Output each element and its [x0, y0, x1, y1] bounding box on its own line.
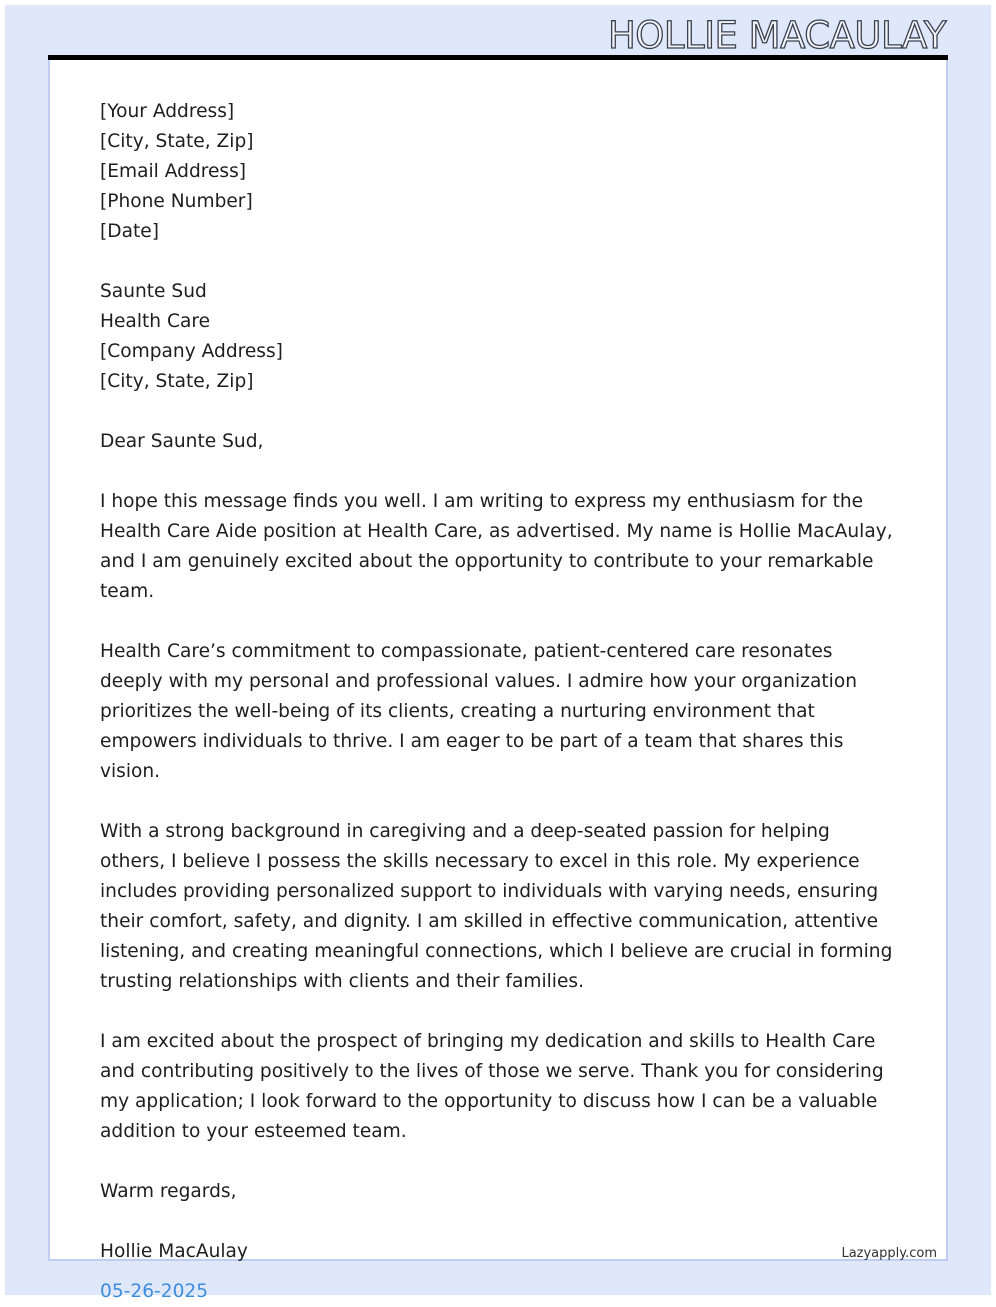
body-paragraph-3: With a strong background in caregiving and a deep-seated passion for helping others, I believe I possess the skills necessary to excel in this role. My experience includes providing personalized support to individuals with varying needs, ensuring their comfort, safety, and dignity. I am skilled in effective communication, attentive listening, and creating meaningful connections, which I believe are crucial in forming trusting relationships with clients and their families.: [100, 821, 893, 992]
recipient-company-address: [Company Address]: [100, 341, 283, 362]
sender-email: [Email Address]: [100, 161, 247, 182]
salutation: Dear Saunte Sud,: [100, 431, 264, 452]
signature-date: 05-26-2025: [100, 1281, 209, 1302]
recipient-block: [100, 277, 900, 397]
body-paragraph-4: I am excited about the prospect of bringing my dedication and skills to Health Care and contributing positively to the lives of those we serve. Thank you for considering my application; I look forward to the opportunity to discuss how I can be a valuable addition to your esteemed team.: [100, 1031, 884, 1142]
sender-phone: [Phone Number]: [100, 191, 253, 212]
body-paragraph-1: I hope this message finds you well. I am writing to express my enthusiasm for the Health Care Aide position at Health Care, as advertised. My name is Hollie MacAulay, and I am genuinely excited about the opportunity to contribute to your remarkable team.: [100, 491, 893, 602]
recipient-name: Saunte Sud: [100, 281, 207, 302]
candidate-name-heading: HOLLIE MACAULAY: [607, 14, 946, 57]
watermark-text: Lazyapply.com: [841, 1246, 937, 1261]
sender-address: [Your Address]: [100, 101, 235, 122]
signature-name: Hollie MacAulay: [100, 1241, 248, 1262]
sender-block: [100, 97, 900, 247]
body-paragraph-2: Health Care’s commitment to compassionate, patient-centered care resonates deeply with my personal and professional values. I admire how your organization prioritizes the well-being of its clients, creating a nurturing environment that empowers individuals to thrive. I am eager to be part of a team that shares this vision.: [100, 641, 857, 782]
signature-block: [100, 1237, 900, 1307]
recipient-city-state-zip: [City, State, Zip]: [100, 371, 254, 392]
sender-date: [Date]: [100, 221, 159, 242]
recipient-company: Health Care: [100, 311, 211, 332]
closing: Warm regards,: [100, 1181, 237, 1202]
sender-city-state-zip: [City, State, Zip]: [100, 131, 254, 152]
letter-body: [100, 97, 900, 1307]
